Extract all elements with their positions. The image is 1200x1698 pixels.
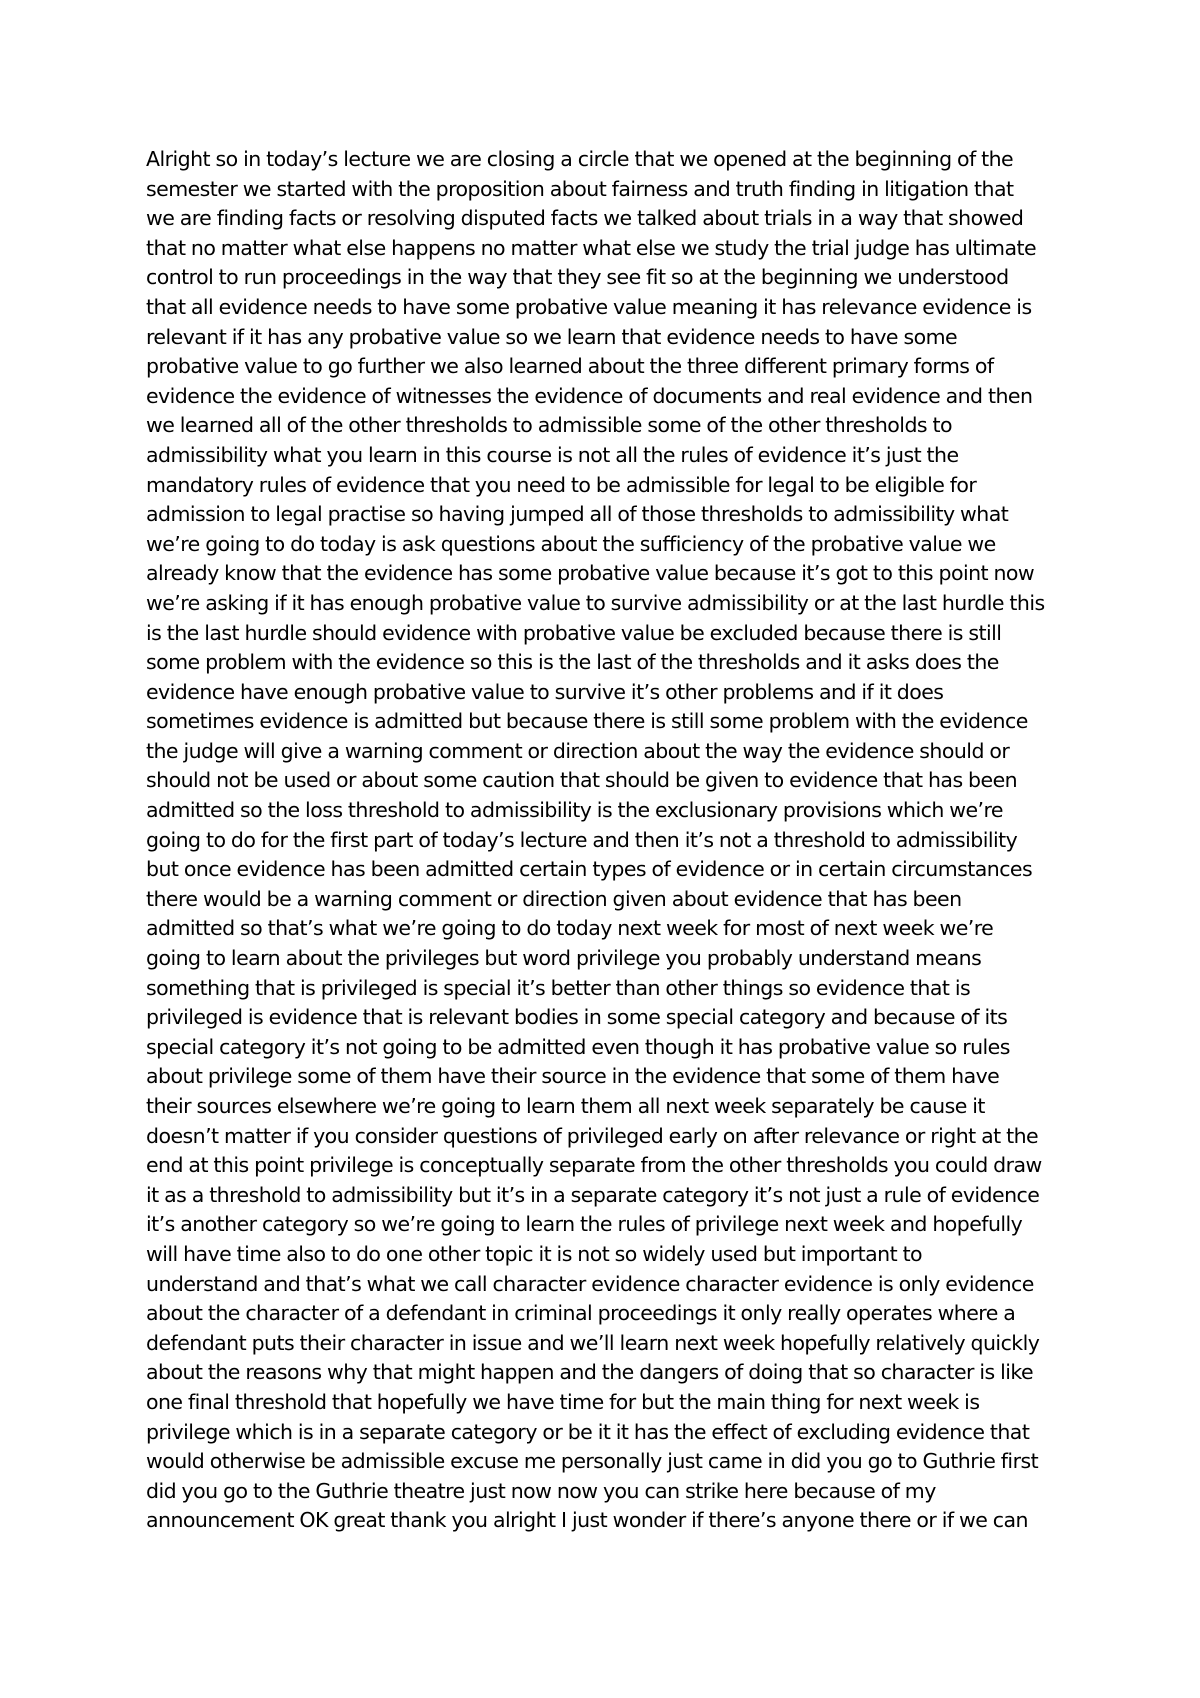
text-line: sometimes evidence is admitted but because there is still some problem with the evidence [146, 709, 1028, 734]
text-line: end at this point privilege is conceptually separate from the other thresholds you could draw [146, 1153, 1042, 1178]
text-line: privilege which is in a separate category or be it it has the effect of excluding evidence that [146, 1419, 1030, 1444]
text-line: that all evidence needs to have some probative value meaning it has relevance evidence is [146, 294, 1032, 319]
text-line: there would be a warning comment or direction given about evidence that has been [146, 886, 962, 911]
text-line: evidence have enough probative value to survive it’s other problems and if it does [146, 679, 944, 704]
text-line: admitted so that’s what we’re going to do today next week for most of next week we’re [146, 916, 994, 941]
text-line: special category it’s not going to be admitted even though it has probative value so rules [146, 1034, 1010, 1059]
text-line: but once evidence has been admitted certain types of evidence or in certain circumstances [146, 857, 1033, 882]
text-line: probative value to go further we also learned about the three different primary forms of [146, 354, 994, 379]
text-line: the judge will give a warning comment or direction about the way the evidence should or [146, 738, 1010, 763]
text-line: it as a threshold to admissibility but it’s in a separate category it’s not just a rule of evidence [146, 1182, 1040, 1207]
text-line: evidence the evidence of witnesses the evidence of documents and real evidence and then [146, 383, 1033, 408]
text-line: should not be used or about some caution that should be given to evidence that has been [146, 768, 1018, 793]
text-line: admissibility what you learn in this course is not all the rules of evidence it’s just the [146, 442, 959, 467]
text-line: announcement OK great thank you alright I just wonder if there’s anyone there or if we can [146, 1508, 1028, 1533]
text-line: mandatory rules of evidence that you need to be admissible for legal to be eligible for [146, 472, 977, 497]
text-line: doesn’t matter if you consider questions of privileged early on after relevance or right at the [146, 1123, 1039, 1148]
text-line: did you go to the Guthrie theatre just now now you can strike here because of my [146, 1478, 936, 1503]
text-line: going to do for the first part of today’s lecture and then it’s not a threshold to admissibility [146, 827, 1018, 852]
text-line: Alright so in today’s lecture we are closing a circle that we opened at the beginning of the [146, 147, 1014, 171]
text-line: their sources elsewhere we’re going to learn them all next week separately be cause it [146, 1094, 985, 1118]
text-line: going to learn about the privileges but word privilege you probably understand means [146, 946, 982, 971]
text-line: admission to legal practise so having jumped all of those thresholds to admissibility what [146, 502, 1009, 527]
text-line: about the reasons why that might happen and the dangers of doing that so character is like [146, 1360, 1034, 1385]
text-line: would otherwise be admissible excuse me personally just came in did you go to Guthrie first [146, 1449, 1039, 1474]
text-line: about the character of a defendant in criminal proceedings it only really operates where a [146, 1301, 1016, 1326]
text-line: control to run proceedings in the way that they see fit so at the beginning we understood [146, 265, 1009, 290]
text-line: defendant puts their character in issue and we’ll learn next week hopefully relatively quickly [146, 1330, 1040, 1355]
text-line: we learned all of the other thresholds to admissible some of the other thresholds to [146, 413, 952, 438]
text-line: admitted so the loss threshold to admissibility is the exclusionary provisions which we’re [146, 798, 1003, 823]
text-line: that no matter what else happens no matter what else we study the trial judge has ultimate [146, 235, 1037, 260]
text-line: it’s another category so we’re going to learn the rules of privilege next week and hopefully [146, 1212, 1023, 1237]
text-line: relevant if it has any probative value so we learn that evidence needs to have some [146, 324, 958, 349]
text-line: we’re asking if it has enough probative value to survive admissibility or at the last hurdle this [146, 590, 1045, 615]
text-line: we’re going to do today is ask questions about the sufficiency of the probative value we [146, 531, 996, 556]
text-line: about privilege some of them have their source in the evidence that some of them have [146, 1064, 1000, 1089]
text-line: some problem with the evidence so this is the last of the thresholds and it asks does the [146, 650, 999, 675]
text-line: already know that the evidence has some probative value because it’s got to this point now [146, 561, 1035, 586]
text-line: we are finding facts or resolving disputed facts we talked about trials in a way that showed [146, 206, 1024, 231]
text-line: one final threshold that hopefully we have time for but the main thing for next week is [146, 1389, 980, 1414]
lecture-transcript [146, 145, 1086, 1536]
text-line: semester we started with the proposition about fairness and truth finding in litigation that [146, 176, 1014, 201]
text-line: understand and that’s what we call character evidence character evidence is only evidence [146, 1271, 1034, 1296]
text-line: is the last hurdle should evidence with probative value be excluded because there is still [146, 620, 1002, 645]
text-line: privileged is evidence that is relevant bodies in some special category and because of its [146, 1005, 1008, 1030]
text-line: something that is privileged is special it’s better than other things so evidence that is [146, 975, 971, 1000]
text-line: will have time also to do one other topic it is not so widely used but important to [146, 1241, 923, 1266]
